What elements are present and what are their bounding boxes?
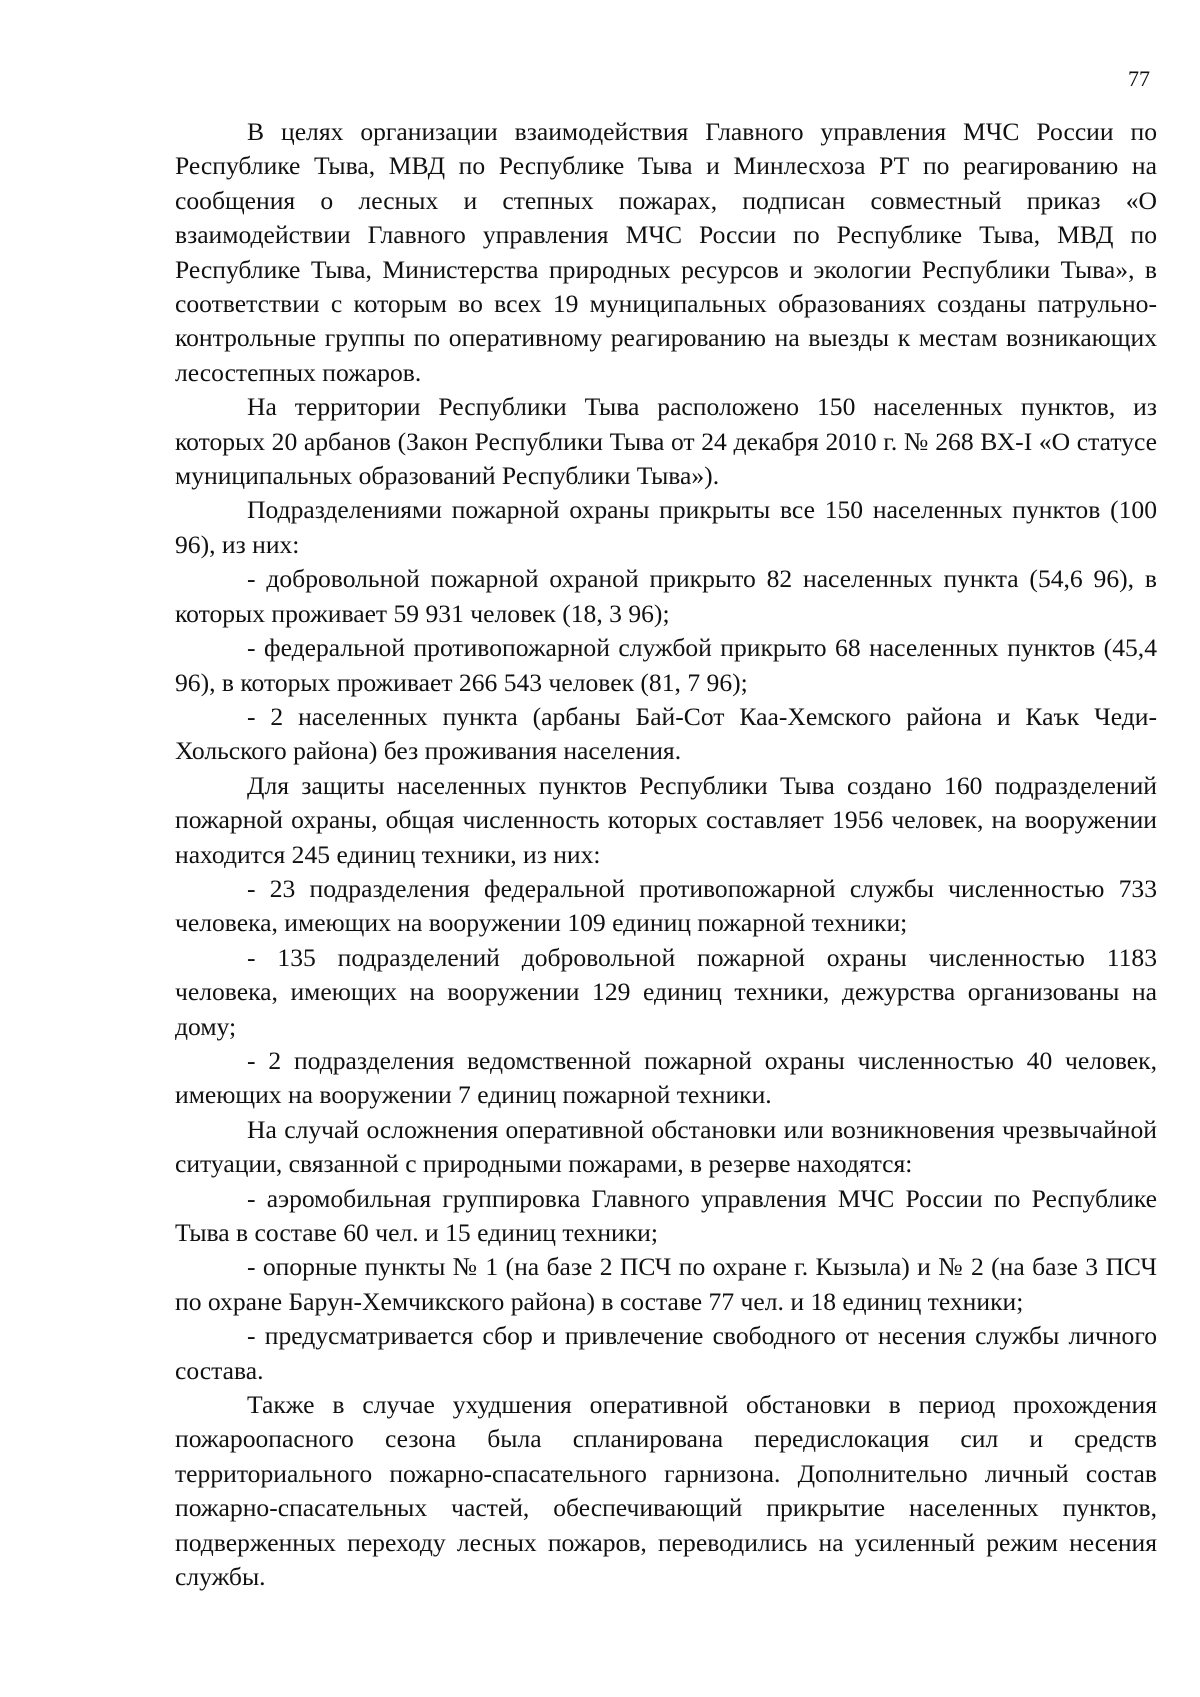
paragraph-fire-units: Для защиты населенных пунктов Республики Тыва создано 160 подразделений пожарной охраны, общая численность которых составляет 1956 человек, на вооружении находится 245 единиц техники, из них: <box>175 770 1157 869</box>
list-item-volunteer-units: - 135 подразделений добровольной пожарной охраны численностью 1183 человека, имеющих на вооружении 129 единиц техники, дежурства организованы на дому; <box>175 942 1157 1041</box>
list-item-departmental-units: - 2 подразделения ведомственной пожарной охраны численностью 40 человек, имеющих на вооружении 7 единиц пожарной техники. <box>175 1045 1157 1110</box>
list-item-uninhabited: - 2 населенных пункта (арбаны Бай-Сот Каа-Хемского района и Каък Чеди-Хольского района) без проживания населения. <box>175 701 1157 766</box>
paragraph-interaction-order: В целях организации взаимодействия Главного управления МЧС России по Республике Тыва, МВД по Республике Тыва и Минлесхоза РТ по реагированию на сообщения о лесных и степных пожарах, подписан совместный приказ «О взаимодействии Главного управления МЧС России по Республике Тыва, МВД по Республике Тыва, Министерства природных ресурсов и экологии Республики Тыва», в соответствии с которым во всех 19 муниципальных образованиях созданы патрульно-контрольные группы по оперативному реагированию на выезды к местам возникающих лесостепных пожаров. <box>175 117 1157 387</box>
page-number: 77 <box>1128 66 1150 91</box>
paragraph-coverage-intro: Подразделениями пожарной охраны прикрыты все 150 населенных пунктов (100 96), из них: <box>175 495 1157 559</box>
list-item-aeromobile-group: - аэромобильная группировка Главного управления МЧС России по Республике Тыва в составе 60 чел. и 15 единиц техники; <box>175 1183 1157 1247</box>
list-item-federal-units: - 23 подразделения федеральной противопожарной службы численностью 733 человека, имеющих на вооружении 109 единиц пожарной техники; <box>175 873 1157 938</box>
list-item-support-points: - опорные пункты № 1 (на базе 2 ПСЧ по охране г. Кызыла) и № 2 (на базе 3 ПСЧ по охране Барун-Хемчикского района) в составе 77 чел. и 18 единиц техники; <box>175 1252 1157 1316</box>
list-item-staff-mobilization: - предусматривается сбор и привлечение свободного от несения службы личного состава. <box>175 1321 1157 1385</box>
paragraph-reserve-intro: На случай осложнения оперативной обстановки или возникновения чрезвычайной ситуации, связанной с природными пожарами, в резерве находятся: <box>175 1114 1157 1179</box>
list-item-federal-coverage: - федеральной противопожарной службой прикрыто 68 населенных пунктов (45,4 96), в которых проживает 266 543 человек (81, 7 96); <box>175 633 1157 697</box>
paragraph-redeployment: Также в случае ухудшения оперативной обстановки в период прохождения пожароопасного сезона была спланирована передислокация сил и средств территориального пожарно-спасательного гарнизона. Дополнительно личный состав пожарно-спасательных частей, обеспечивающий прикрытие населенных пунктов, подверженных переходу лесных пожаров, переводились на усиленный режим несения службы. <box>175 1390 1157 1592</box>
body-text <box>175 115 1157 1594</box>
paragraph-settlements-count: На территории Республики Тыва расположено 150 населенных пунктов, из которых 20 арбанов (Закон Республики Тыва от 24 декабря 2010 г. № 268 ВХ-I «О статусе муниципальных образований Республики Тыва»). <box>175 392 1157 491</box>
list-item-volunteer-coverage: - добровольной пожарной охраной прикрыто 82 населенных пункта (54,6 96), в которых проживает 59 931 человек (18, 3 96); <box>175 564 1157 628</box>
